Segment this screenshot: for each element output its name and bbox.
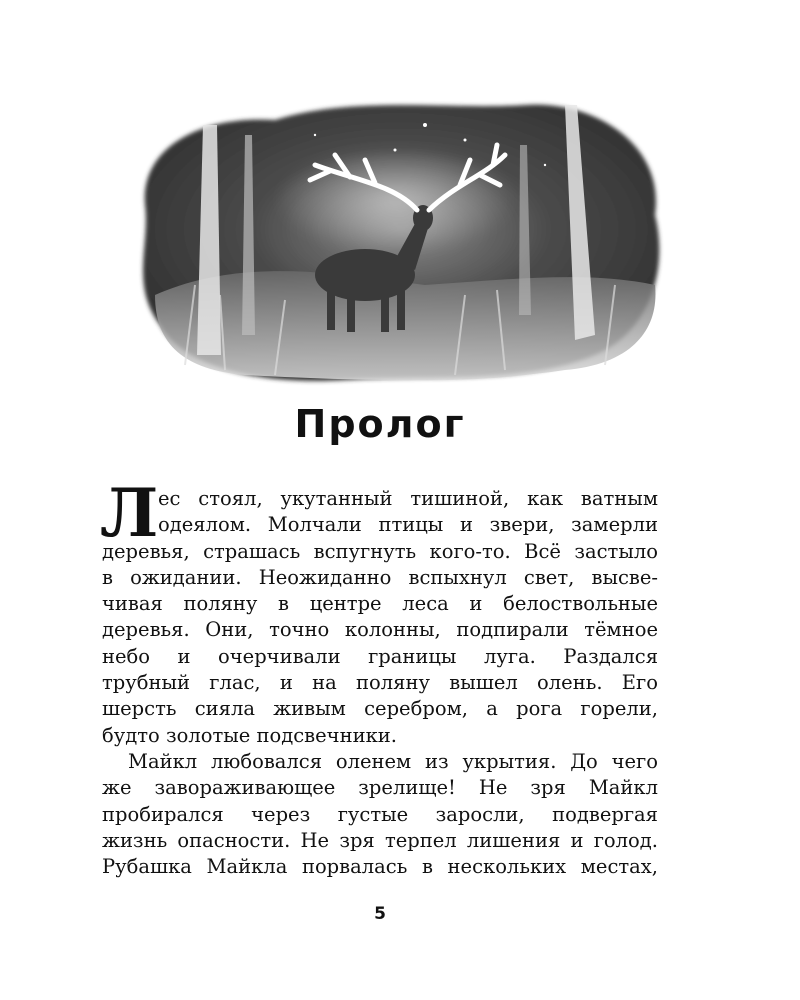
chapter-title: Пролог [294,402,466,446]
text-line: деревья, страшась вспугнуть кого-то. Всё застыло [102,539,658,563]
body-text [102,486,658,880]
text-line: Рубашка Майкла порвалась в нескольких местах, [102,855,658,879]
text-line: одеялом. Молчали птицы и звери, замерли [158,513,658,537]
text-line: будто золотые подсвечники. [102,723,397,747]
text-line: жизнь опасности. Не зря терпел лишения и голод. [102,828,658,852]
text-line: пробирался через густые заросли, подвергая [102,802,658,826]
text-line: трубный глас, и на поляну вышел олень. Его [102,671,658,695]
drop-cap: Л [100,474,159,552]
text-line: же завораживающее зрелище! Не зря Майкл [102,776,658,800]
text-line: чивая поляну в центре леса и белоствольные [102,592,658,616]
text-line: в ожидании. Неожиданно вспыхнул свет, высве- [102,565,658,589]
text-line: небо и очерчивали границы луга. Раздался [102,644,658,668]
text-line: ес стоял, укутанный тишиной, как ватным [158,487,658,510]
text-line: Майкл любовался оленем из укрытия. До чего [128,749,658,773]
page-number: 5 [374,904,386,924]
deer-forest-illustration [125,85,670,390]
text-line: шерсть сияла живым серебром, а рога горели, [102,697,658,721]
text-line: деревья. Они, точно колонны, подпирали тёмное [102,618,658,642]
